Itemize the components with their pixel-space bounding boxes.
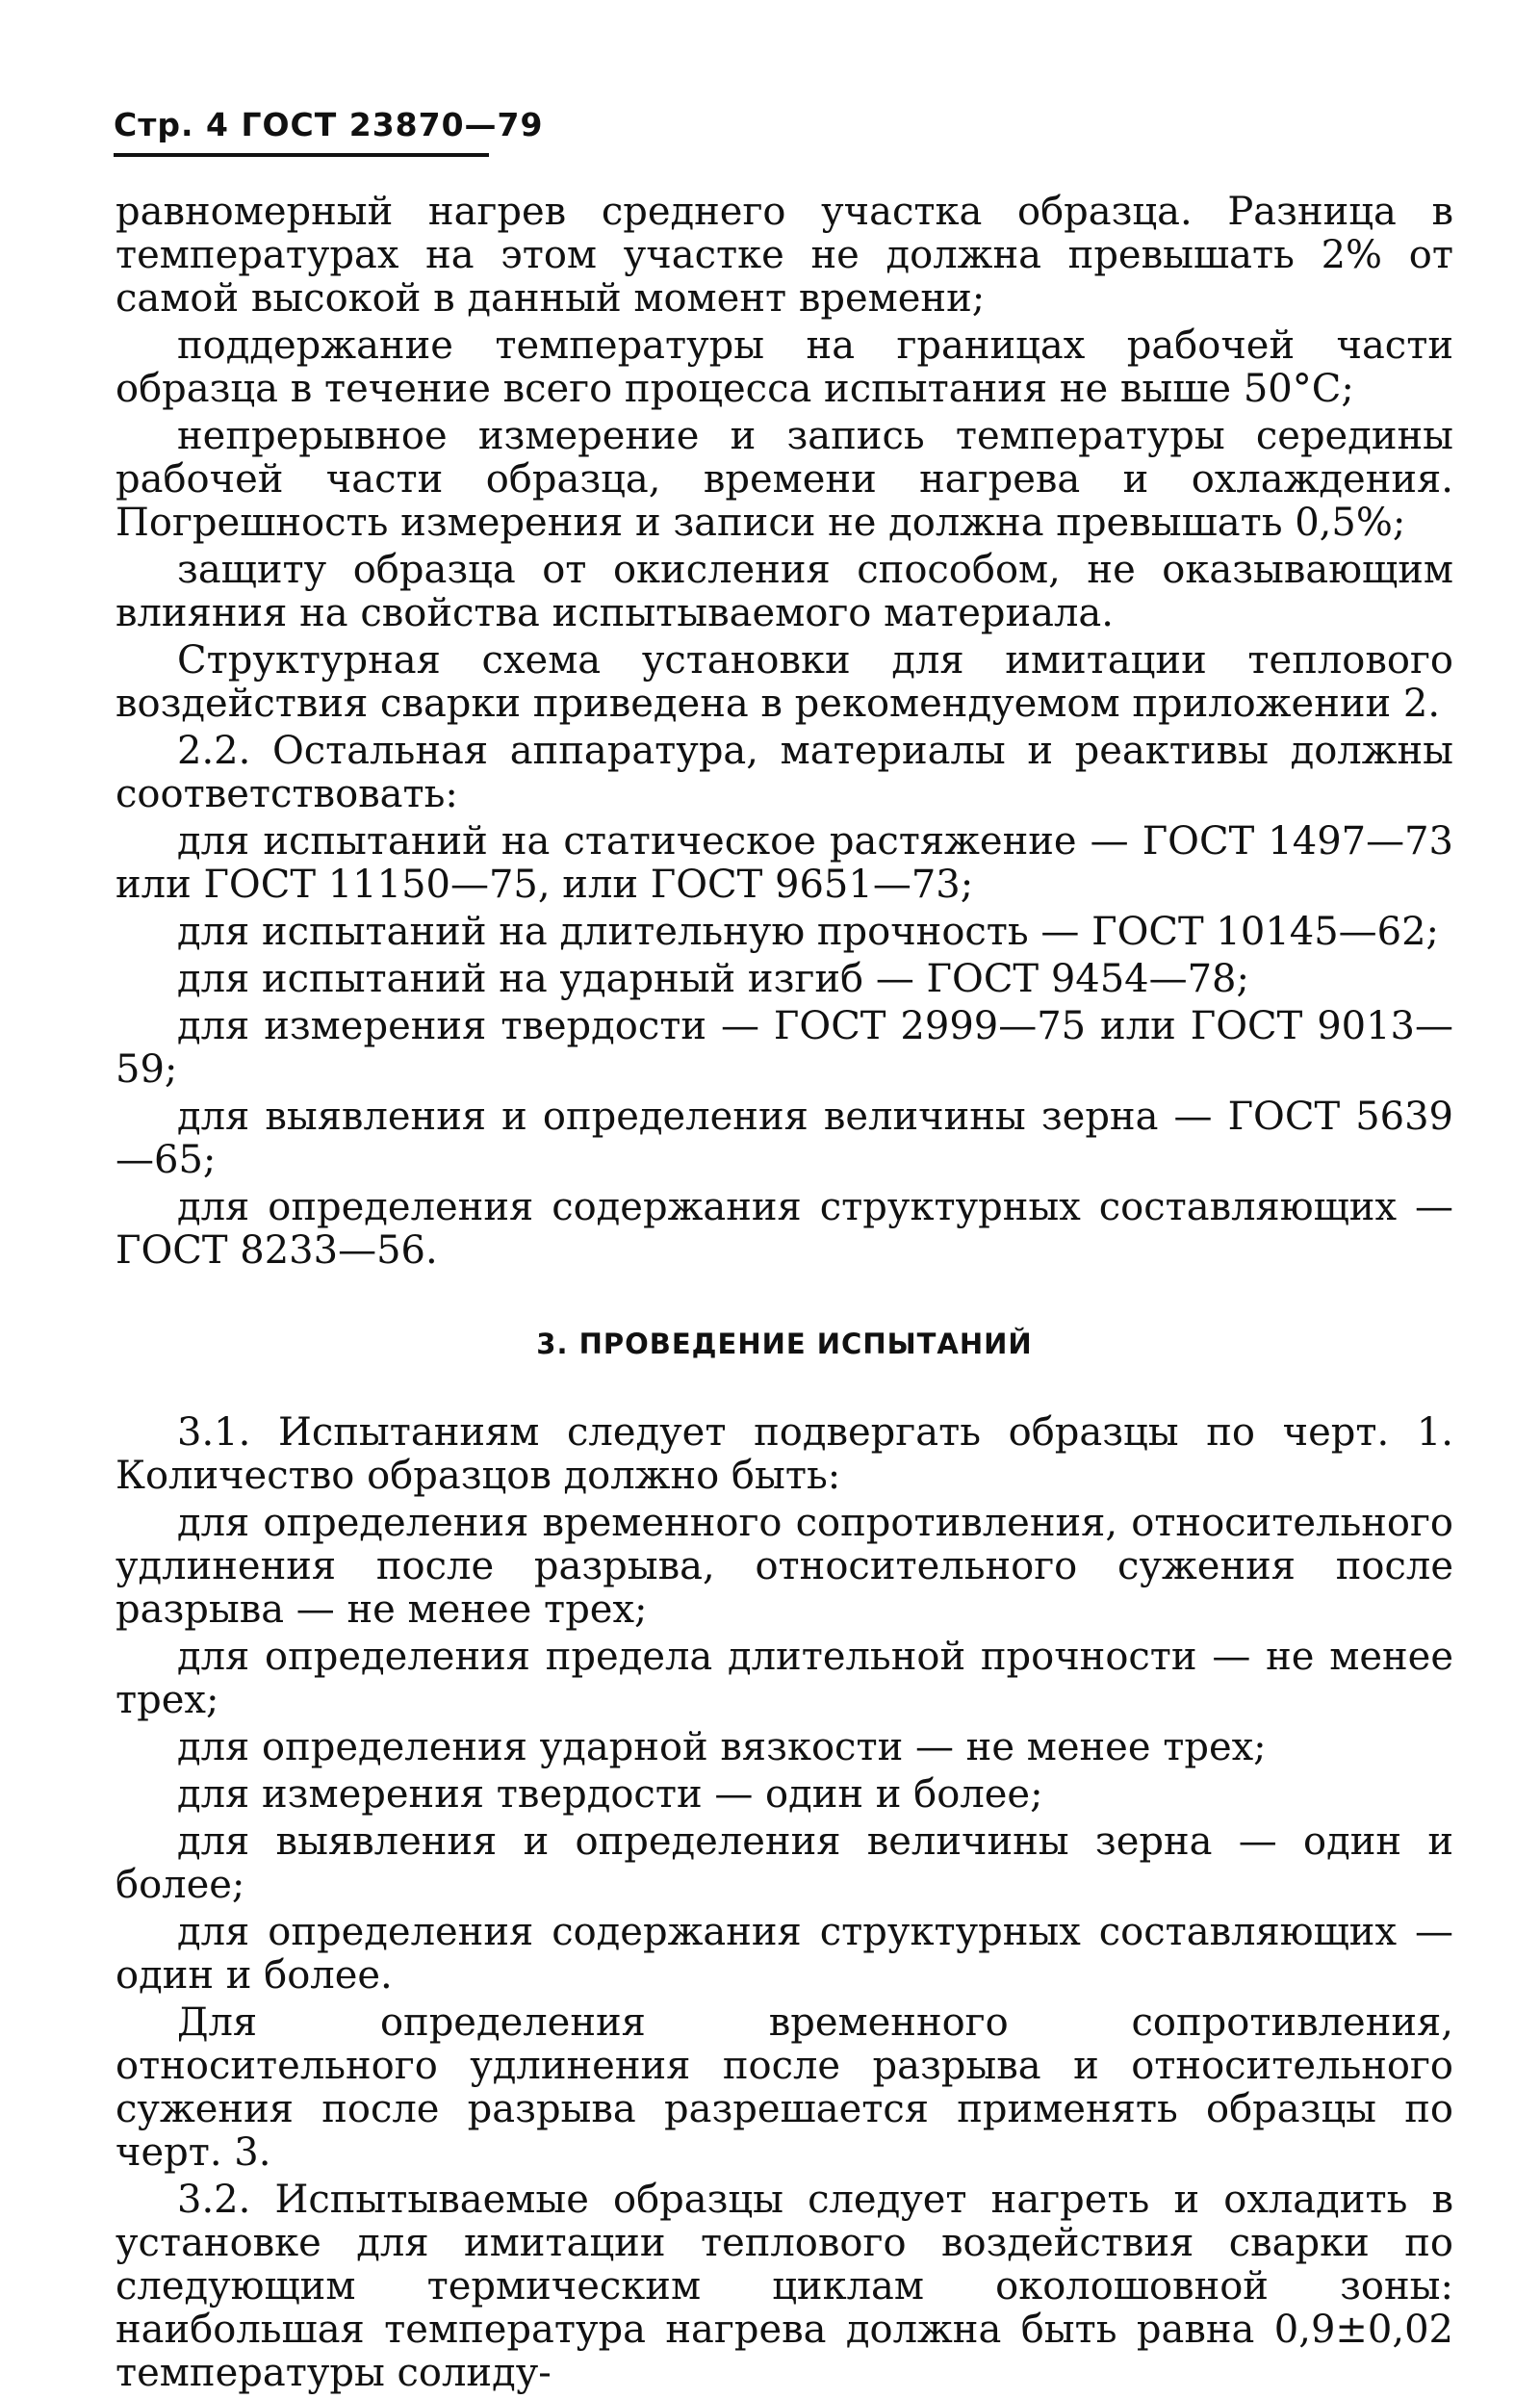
paragraph: равномерный нагрев среднего участка образца. Разница в температурах на этом участке не должна превышать 2% от самой высокой в данный момент времени;	[116, 190, 1453, 321]
paragraph: 3.1. Испытаниям следует подвергать образцы по черт. 1. Количество образцов должно быть:	[116, 1410, 1453, 1498]
paragraph: для выявления и определения величины зерна — ГОСТ 5639—65;	[116, 1095, 1453, 1182]
paragraph: для испытаний на статическое растяжение — ГОСТ 1497—73 или ГОСТ 11150—75, или ГОСТ 9651—73;	[116, 819, 1453, 907]
paragraph: для испытаний на длительную прочность — ГОСТ 10145—62;	[177, 910, 1440, 954]
paragraph: Для определения временного сопротивления, относительного удлинения после разрыва и относительного сужения после разрыва разрешается применять образцы по черт. 3.	[116, 2000, 1453, 2175]
section-title: 3. ПРОВЕДЕНИЕ ИСПЫТАНИЙ	[536, 1328, 1033, 1360]
paragraph: для испытаний на ударный изгиб — ГОСТ 9454—78;	[177, 957, 1249, 1001]
paragraph: для определения предела длительной прочности — не менее трех;	[116, 1635, 1453, 1722]
paragraph: 3.2. Испытываемые образцы следует нагреть и охладить в установке для имитации теплового воздействия сварки по следующим термическим циклам околошовной зоны: наибольшая температура нагрева должна быть равна 0,9±0,02 температуры солиду-	[116, 2178, 1453, 2395]
paragraph: для измерения твердости — ГОСТ 2999—75 или ГОСТ 9013—59;	[116, 1004, 1453, 1092]
header-rule	[114, 153, 489, 157]
paragraph: для определения ударной вязкости — не менее трех;	[177, 1725, 1267, 1769]
paragraph: для выявления и определения величины зерна — один и более;	[116, 1819, 1453, 1907]
page-header: Стр. 4 ГОСТ 23870—79	[114, 106, 544, 143]
paragraph: для определения содержания структурных составляющих — ГОСТ 8233—56.	[116, 1185, 1453, 1273]
paragraph: для измерения твердости — один и более;	[177, 1772, 1043, 1817]
paragraph: непрерывное измерение и запись температуры середины рабочей части образца, времени нагрева и охлаждения. Погрешность измерения и записи не должна превышать 0,5%;	[116, 414, 1453, 545]
paragraph: для определения временного сопротивления, относительного удлинения после разрыва, относительного сужения после разрыва — не менее трех;	[116, 1501, 1453, 1632]
document-body	[116, 191, 1453, 2399]
paragraph: 2.2. Остальная аппаратура, материалы и реактивы должны соответствовать:	[116, 729, 1453, 816]
paragraph: защиту образца от окисления способом, не оказывающим влияния на свойства испытываемого материала.	[116, 548, 1453, 635]
paragraph: поддержание температуры на границах рабочей части образца в течение всего процесса испытания не выше 50°С;	[116, 323, 1453, 411]
paragraph: для определения содержания структурных составляющих — один и более.	[116, 1910, 1453, 1998]
paragraph: Структурная схема установки для имитации теплового воздействия сварки приведена в рекомендуемом приложении 2.	[116, 638, 1453, 726]
